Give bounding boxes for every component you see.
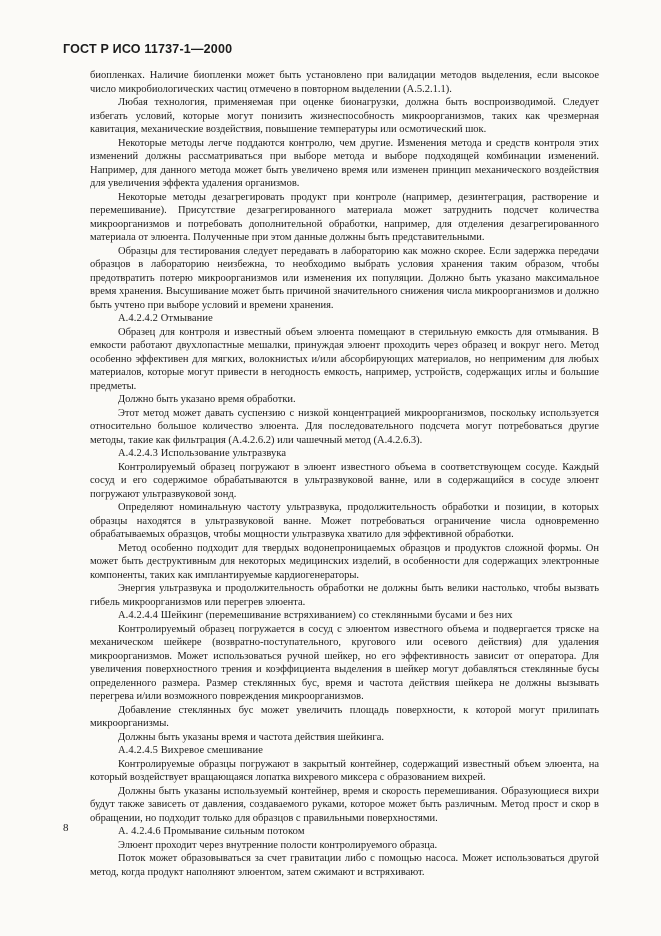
clause-heading: А. 4.2.4.6 Промывание сильным потоком xyxy=(118,826,305,837)
paragraph: Некоторые методы легче поддаются контролю, чем другие. Изменения метода и средств контроля этих изменений должны рассматриваться при выборе метода и выборе подходящей комбинации изменений. Например, для данного метода может быть увеличено время или изменен принцип механического воздействия для увеличения эффекта удаления организмов. xyxy=(90,137,599,189)
paragraph: Определяют номинальную частоту ультразвука, продолжительность обработки и позиции, в которых образцы находятся в ультразвуковой ванне. Может потребоваться ограничение числа одновременно обрабатываемых образцов, чтобы мощности ультразвука хватило для эффективной обработки. xyxy=(90,502,599,540)
paragraph: Элюент проходит через внутренние полости контролируемого образца. xyxy=(118,839,438,851)
document-header: ГОСТ Р ИСО 11737-1—2000 xyxy=(63,42,233,56)
clause-heading: А.4.2.4.2 Отмывание xyxy=(118,313,213,324)
paragraph: Энергия ультразвука и продолжительность обработки не должны быть велики настолько, чтобы вызвать гибель микроорганизмов или перегрев элюента. xyxy=(90,583,599,608)
clause-heading: А.4.2.4.4 Шейкинг (перемешивание встряхиванием) со стеклянными бусами и без них xyxy=(118,610,513,621)
paragraph: Поток может образовываться за счет гравитации либо с помощью насоса. Может использоваться другой метод, когда продукт наполняют элюентом, затем сжимают и встряхивают. xyxy=(90,853,599,878)
paragraph: Образцы для тестирования следует передавать в лабораторию как можно скорее. Если задержка передачи образцов в лабораторию неизбежна, то необходимо выбрать условия хранения таким образом, чтобы предотвратить потерю микроорганизмов или изменения их популяции. Должно быть указано максимальное время хранения. Высушивание может быть причиной значительного снижения числа микроорганизмов и должно быть учтено при выборе условий и времени хранения. xyxy=(90,245,599,311)
paragraph: Контролируемый образец погружается в сосуд с элюентом известного объема и подвергается тряске на механическом шейкере (возвратно-поступательного, кругового или осевого действия) для удаления микроорганизмов. Может использоваться ручной шейкер, но его эффективность зависит от оператора. Для увеличения поверхностного трения и коэффициента выделения в шейкер могут добавляться стеклянные бусы определенного размера. Размер стеклянных бус, время и частота действия шейкера не должны вызывать перегрева и/или возможного повреждения микроорганизмов. xyxy=(90,623,599,702)
clause-heading: А.4.2.4.3 Использование ультразвука xyxy=(118,448,287,459)
paragraph: Должны быть указаны время и частота действия шейкинга. xyxy=(118,731,385,743)
paragraph: Контролируемый образец погружают в элюент известного объема в соответствующем сосуде. Каждый сосуд и его содержимое обрабатываются в ультразвуковой ванне, или в содержащийся в сосуде элюент погружают ультразвуковой зонд. xyxy=(90,461,599,500)
paragraph: Метод особенно подходит для твердых водонепроницаемых образцов и продуктов сложной формы. Он может быть деструктивным для некоторых медицинских изделий, в особенности для содержащих электронные компоненты, таких как имплантируемые кардиогенераторы. xyxy=(90,542,599,581)
paragraph: Добавление стеклянных бус может увеличить площадь поверхности, к которой могут прилипать микроорганизмы. xyxy=(90,704,599,729)
paragraph: биопленках. Наличие биопленки может быть установлено при валидации методов выделения, если высокое число микробиологических частиц отмечено в повторном выделении (А.5.2.1.1). xyxy=(90,70,599,95)
document-body xyxy=(90,69,599,879)
paragraph: Этот метод может давать суспензию с низкой концентрацией микроорганизмов, поскольку используется относительно большое количество элюента. Для последовательного подсчета могут потребоваться другие методы, такие как фильтрация (А.4.2.6.2) или чашечный метод (А.4.2.6.3). xyxy=(90,407,599,446)
paragraph: Должны быть указаны используемый контейнер, время и скорость перемешивания. Образующиеся вихри будут также зависеть от давления, создаваемого руками, которое может быть различным. Метод прост и скор в обращении, но подходит только для образцов с правильными поверхностями. xyxy=(90,785,599,824)
clause-heading: А.4.2.4.5 Вихревое смешивание xyxy=(118,745,263,756)
paragraph: Любая технология, применяемая при оценке бионагрузки, должна быть воспроизводимой. Следует избегать условий, которые могут понизить жизнеспособность микроорганизмов, таких как чрезмерная кавитация, механические воздействия, повышение температуры или осмотический шок. xyxy=(90,97,599,135)
paragraph: Должно быть указано время обработки. xyxy=(118,394,296,405)
paragraph: Некоторые методы дезагрегировать продукт при контроле (например, дезинтеграция, растворение и перемешивание). Присутствие дезагрегированного материала может затруднить подсчет количества микроорганизмов и потребовать дополнительной обработки, например, для отделения дезагрегированного материала от элюента. Полученные при этом данные должны быть представительными. xyxy=(90,191,599,243)
page-number: 8 xyxy=(63,822,69,834)
paragraph: Контролируемые образцы погружают в закрытый контейнер, содержащий известный объем элюента, на который воздействует вращающаяся лопатка вихревого миксера с образованием вихрей. xyxy=(90,758,599,783)
paragraph: Образец для контроля и известный объем элюента помещают в стерильную емкость для отмывания. В емкости работают двухлопастные мешалки, принуждая элюент проходить через образец и вокруг него. Метод особенно эффективен для мягких, волокнистых и/или абсорбирующих материалов, но неприменим для любых материалов, которые могут привести в негодность емкость, например, устройств, содержащих иглы и большие предметы. xyxy=(90,326,599,392)
